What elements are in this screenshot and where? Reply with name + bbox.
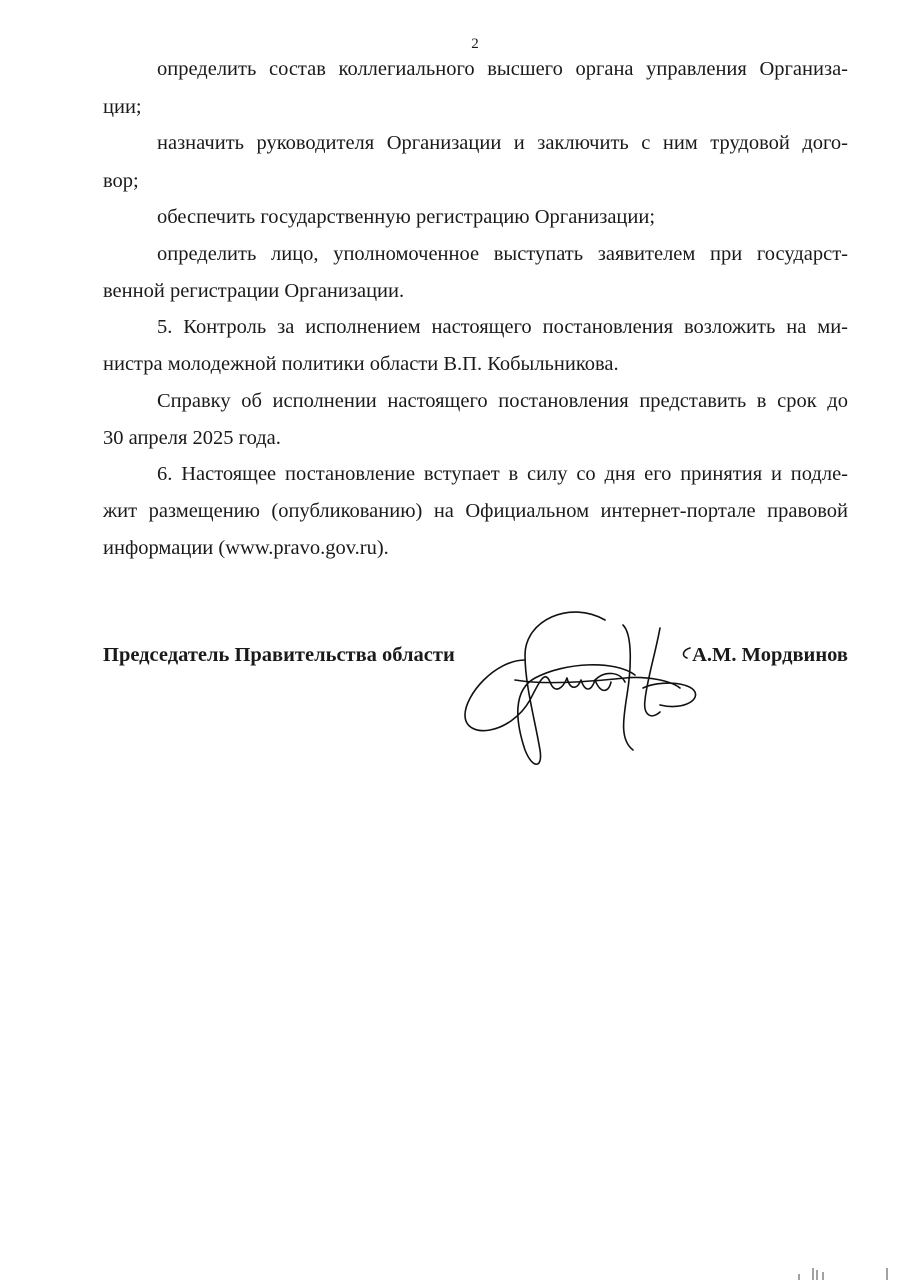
signatory-title: Председатель Правительства области	[103, 644, 455, 666]
body-line: жит размещению (опубликованию) на Официальном интернет-портале правовой	[103, 500, 848, 522]
body-line: определить состав коллегиального высшего органа управления Организа-	[157, 58, 848, 80]
body-line: ции;	[103, 96, 142, 118]
body-line: венной регистрации Организации.	[103, 280, 405, 302]
body-line: 30 апреля 2025 года.	[103, 427, 281, 449]
body-line: назначить руководителя Организации и заключить с ним трудовой дого-	[157, 132, 848, 154]
body-line: 5. Контроль за исполнением настоящего постановления возложить на ми-	[157, 316, 848, 338]
body-line: Справку об исполнении настоящего постановления представить в срок до	[157, 390, 848, 412]
body-line: 6. Настоящее постановление вступает в силу со дня его принятия и подле-	[157, 463, 848, 485]
scan-artifact	[795, 1266, 895, 1280]
body-line: обеспечить государственную регистрацию Организации;	[157, 206, 656, 228]
body-line: вор;	[103, 170, 139, 192]
body-line: нистра молодежной политики области В.П. Кобыльникова.	[103, 353, 619, 375]
page-number: 2	[471, 36, 479, 52]
handwritten-signature	[455, 600, 715, 775]
body-line: определить лицо, уполномоченное выступать заявителем при государст-	[157, 243, 848, 265]
signatory-name: А.М. Мордвинов	[692, 644, 848, 666]
body-line: информации (www.pravo.gov.ru).	[103, 537, 389, 559]
